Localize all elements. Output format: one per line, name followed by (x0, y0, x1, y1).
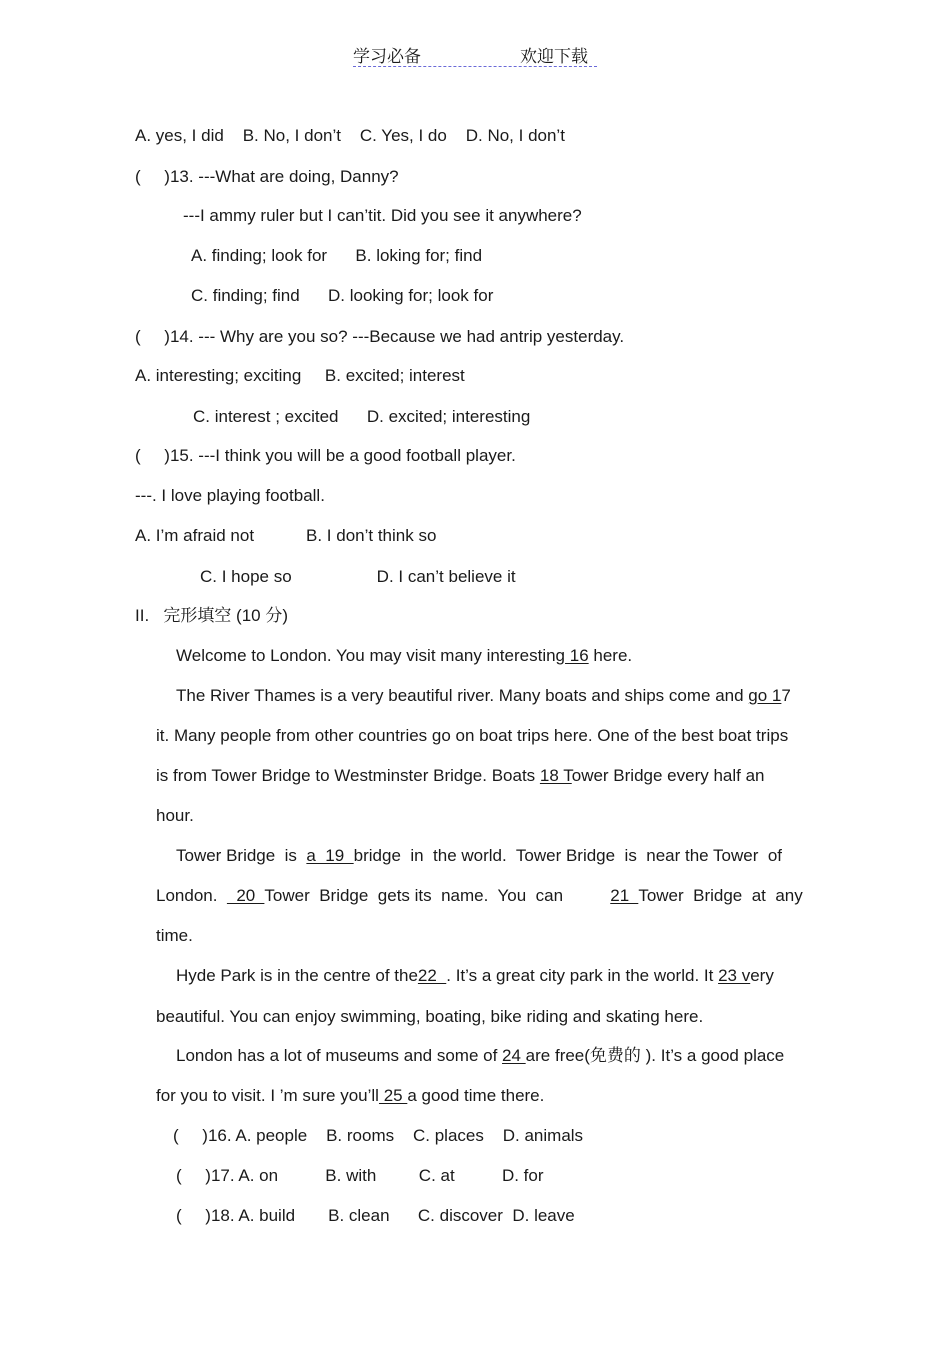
blank-22: 22 (417, 966, 447, 985)
q15-reply: ---. I love playing football. (135, 486, 325, 505)
q14-options-2: C. interest ; excited D. excited; interesting (193, 407, 531, 426)
passage-line: London. 20 Tower Bridge gets its name. You can 21 Tower Bridge at any (156, 886, 803, 905)
blank-24: 24 (502, 1046, 526, 1065)
passage-line: The River Thames is a very beautiful river. Many boats and ships come and go 17 (176, 686, 791, 705)
choice-q16: ( )16. A. people B. rooms C. places D. animals (173, 1126, 584, 1145)
q15-stem: ( )15. ---I think you will be a good football player. (135, 446, 516, 465)
passage-line: Tower Bridge is a 19 bridge in the world. Tower Bridge is near the Tower of (176, 846, 783, 865)
passage-line: Hyde Park is in the centre of the22 . It’s a great city park in the world. It 23 very (176, 966, 774, 985)
q13-options-1: A. finding; look for B. loking for; find (191, 246, 483, 265)
blank-19: a 19 (306, 846, 354, 865)
q12-options: A. yes, I did B. No, I don’t C. Yes, I do D. No, I don’t (135, 126, 565, 145)
page-header (353, 42, 597, 67)
passage-line: London has a lot of museums and some of 24 are free(免费的 ). It’s a good place (176, 1046, 785, 1065)
blank-23: 23 v (718, 966, 751, 985)
blank-16: 16 (565, 646, 589, 665)
q15-options-1: A. I’m afraid not B. I don’t think so (135, 526, 437, 545)
q15-options-2: C. I hope so D. I can’t believe it (200, 567, 516, 586)
section-title: II. 完形填空 (10 分) (135, 606, 289, 625)
passage-line: time. (156, 926, 193, 945)
passage-line: beautiful. You can enjoy swimming, boating, bike riding and skating here. (156, 1007, 704, 1026)
passage-line: it. Many people from other countries go on boat trips here. One of the best boat trips (156, 726, 789, 745)
choice-q18: ( )18. A. build B. clean C. discover D. leave (176, 1206, 575, 1225)
blank-21: 21 (610, 886, 639, 905)
passage-line: Welcome to London. You may visit many interesting 16 here. (176, 646, 633, 665)
passage-line: for you to visit. I ’m sure you’ll 25 a good time there. (156, 1086, 545, 1105)
passage-line: hour. (156, 806, 194, 825)
blank-25: 25 (378, 1086, 408, 1105)
blank-18: 18 T (539, 766, 572, 785)
header-left: 学习必备 (353, 47, 421, 66)
q14-options-1: A. interesting; exciting B. excited; interest (135, 366, 465, 385)
header-right: 欢迎下载 (520, 47, 588, 66)
choice-q17: ( )17. A. on B. with C. at D. for (176, 1166, 544, 1185)
q13-options-2: C. finding; find D. looking for; look for (191, 286, 494, 305)
q14-stem: ( )14. --- Why are you so? ---Because we had antrip yesterday. (135, 327, 625, 346)
blank-20: 20 (226, 886, 265, 905)
passage-line: is from Tower Bridge to Westminster Bridge. Boats 18 Tower Bridge every half an (156, 766, 765, 785)
q13-stem: ( )13. ---What are doing, Danny? (135, 167, 399, 186)
blank-17: go 1 (748, 686, 782, 705)
q13-reply: ---I ammy ruler but I can’tit. Did you see it anywhere? (183, 206, 582, 225)
